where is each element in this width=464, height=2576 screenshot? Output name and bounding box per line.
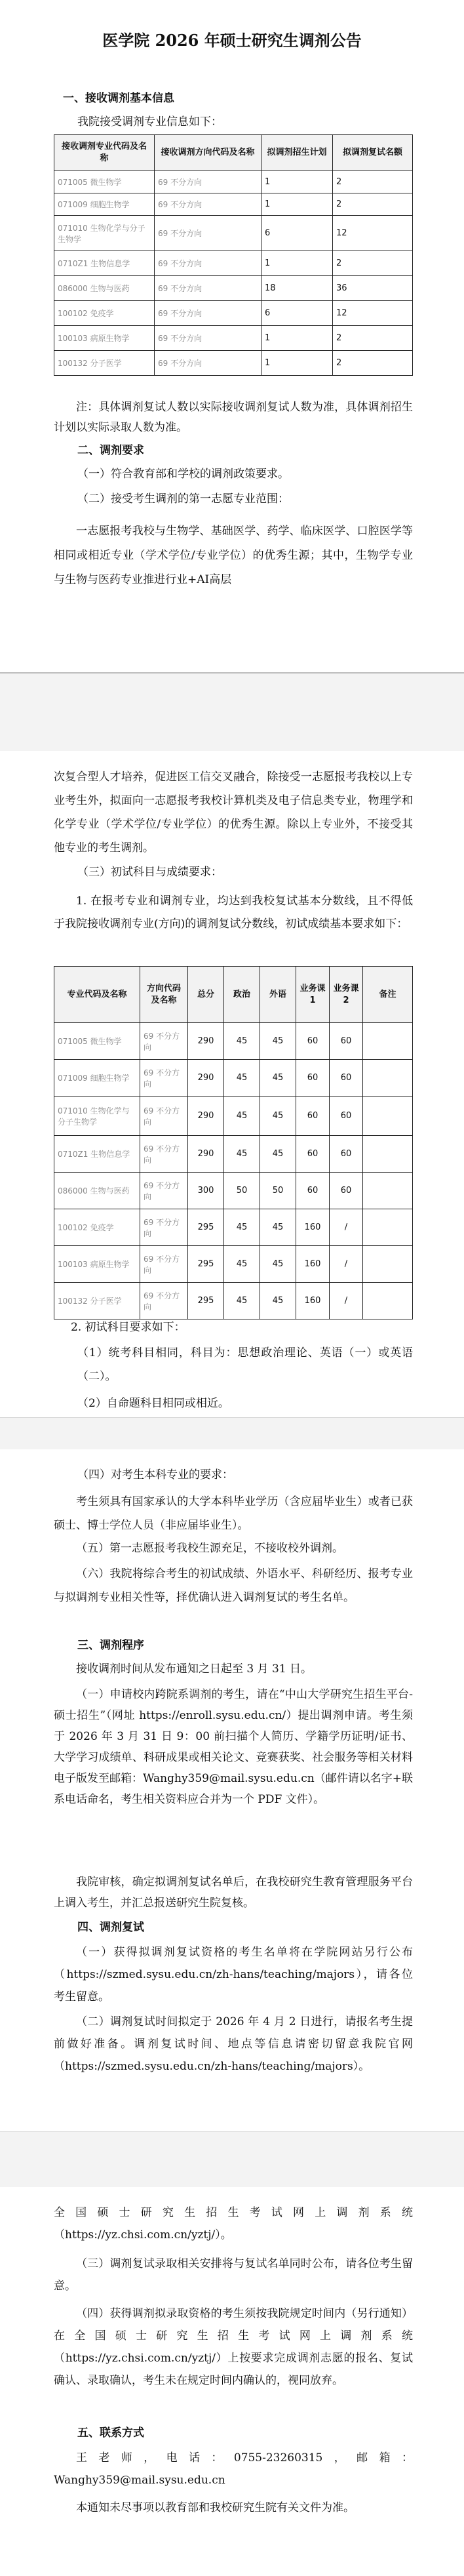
table-cell: 12 — [333, 301, 413, 326]
page-break-1 — [0, 672, 464, 752]
table-cell: 100132 分子医学 — [54, 351, 155, 376]
page-break-3 — [0, 2131, 464, 2188]
table-row — [54, 301, 413, 326]
section-1-intro: 我院接受调剂专业信息如下： — [77, 115, 222, 129]
table-cell — [363, 1023, 413, 1060]
table-cell — [363, 1209, 413, 1246]
table-cell: 6 — [261, 301, 333, 326]
requirement-2: （二）接受考生调剂的第一志愿专业范围： — [77, 493, 289, 506]
table-row — [54, 251, 413, 276]
requirement-6: （六）我院将综合考生的初试成绩、外语水平、科研经历、报考专业与拟调剂专业相关性等，择优确认进入调剂复试的考生名单。 — [54, 1567, 413, 1604]
section-4-paragraph-2: （二）调剂复试时间拟定于 2026 年 4 月 2 日进行，请报名考生提前做好准备。调剂复试时间、地点等信息请密切留意我院官网（https://szmed.sysu.edu.cn/zh-hans/teaching/majors）。 — [54, 2015, 413, 2073]
table-cell: 36 — [333, 276, 413, 301]
table-cell: 100103 病原生物学 — [54, 1246, 140, 1283]
table-cell: 071005 微生物学 — [54, 1023, 140, 1060]
requirement-3: （三）初试科目与成绩要求： — [77, 866, 222, 879]
requirement-5: （五）第一志愿报考我校生源充足，不接收校外调剂。 — [76, 1542, 343, 1555]
section-4-paragraph-3: （三）调剂复试录取相关安排将与复试名单同时公布，请各位考生留意。 — [54, 2257, 413, 2293]
table-cell: 0710Z1 生物信息学 — [54, 251, 155, 276]
requirement-1: （一）符合教育部和学校的调剂政策要求。 — [77, 468, 289, 481]
table-cell: / — [330, 1283, 363, 1319]
table-cell: 290 — [188, 1060, 224, 1097]
plan-note: 注：具体调剂复试人数以实际接收调剂复试人数为准，具体调剂招生计划以实际录取人数为准。 — [54, 401, 413, 434]
table-cell: 45 — [260, 1136, 296, 1173]
table-cell: 69 不分方向 — [140, 1209, 188, 1246]
plan-col-quota: 拟调剂复试名额 — [333, 135, 413, 171]
table-cell: 071010 生物化学与分子生物学 — [54, 216, 155, 251]
requirement-4-text: 考生须具有国家承认的大学本科毕业学历（含应届毕业生）或者已获硕士、博士学位人员（非应届毕业生）。 — [54, 1495, 413, 1532]
table-row — [54, 171, 413, 193]
page-4 — [0, 2187, 464, 2576]
score-col-language: 外语 — [260, 967, 296, 1023]
table-cell — [363, 1136, 413, 1173]
table-cell: / — [330, 1246, 363, 1283]
table-cell — [363, 1283, 413, 1319]
table-cell: 69 不分方向 — [155, 216, 261, 251]
table-row — [54, 1173, 413, 1209]
table-cell: 12 — [333, 216, 413, 251]
table-cell: 2 — [333, 251, 413, 276]
section-4-continued: 全国硕士研究生招生考试网上调剂系统（https://yz.chsi.com.cn/yztj/）。 — [54, 2206, 413, 2242]
requirement-4: （四）对考生本科专业的要求： — [77, 1468, 233, 1481]
table-cell: 2 — [333, 171, 413, 193]
requirement-2-text-a: 一志愿报考我校与生物学、基础医学、药学、临床医学、口腔医学等相同或相近专业（学术学位/专业学位）的优秀生源；其中，生物学专业与生物与医药专业推进行业+AI高层 — [54, 525, 413, 586]
table-cell: 071010 生物化学与分子生物学 — [54, 1097, 140, 1136]
table-cell — [363, 1173, 413, 1209]
table-cell: 60 — [330, 1060, 363, 1097]
table-cell: 295 — [188, 1246, 224, 1283]
table-row — [54, 1283, 413, 1319]
table-cell: 69 不分方向 — [155, 193, 261, 216]
score-col-remarks: 备注 — [363, 967, 413, 1023]
page-title: 医学院 2026 年硕士研究生调剂公告 — [102, 31, 362, 50]
table-row — [54, 1060, 413, 1097]
table-cell: 300 — [188, 1173, 224, 1209]
table-cell: 1 — [261, 351, 333, 376]
page-2 — [0, 751, 464, 1417]
section-1-heading: 一、接收调剂基本信息 — [63, 92, 174, 105]
table-cell: 45 — [224, 1209, 260, 1246]
table-cell: 6 — [261, 216, 333, 251]
table-cell: 45 — [260, 1283, 296, 1319]
table-cell — [363, 1060, 413, 1097]
table-row — [54, 351, 413, 376]
table-cell: 1 — [261, 326, 333, 351]
table-cell: 45 — [260, 1023, 296, 1060]
table-cell: 60 — [296, 1060, 330, 1097]
score-col-total: 总分 — [188, 967, 224, 1023]
requirement-3-item-2: 2. 初试科目要求如下： — [71, 1321, 185, 1334]
table-cell: 295 — [188, 1283, 224, 1319]
table-cell: 69 不分方向 — [140, 1283, 188, 1319]
section-5-heading: 五、联系方式 — [77, 2426, 144, 2440]
section-4-paragraph-1: （一）获得拟调剂复试资格的考生名单将在学院网站另行公布（https://szmed.sysu.edu.cn/zh-hans/teaching/majors），请各位考生留意。 — [54, 1946, 413, 2003]
table-cell: 100102 免疫学 — [54, 1209, 140, 1246]
table-cell: 69 不分方向 — [155, 326, 261, 351]
table-cell: 69 不分方向 — [155, 276, 261, 301]
table-row — [54, 193, 413, 216]
table-cell: 160 — [296, 1209, 330, 1246]
table-cell: / — [330, 1209, 363, 1246]
table-cell: 69 不分方向 — [140, 1246, 188, 1283]
section-4-paragraph-4: （四）获得调剂拟录取资格的考生须按我院规定时间内（另行通知）在全国硕士研究生招生考试网上调剂系统（https://yz.chsi.com.cn/yztj/）上按要求完成调剂志愿的报名、复试确认、录取确认，考生未在规定时间内确认的，视同放弃。 — [54, 2307, 413, 2387]
plan-col-plan: 拟调剂招生计划 — [261, 135, 333, 171]
section-3-paragraph-1: （一）申请校内跨院系调剂的考生，请在“中山大学研究生招生平台-硕士招生”（网址 https://enroll.sysu.edu.cn/）提出调剂申请。考生须于 2026 年 3 月 31 日 9：00 前扫描个人简历、学籍学历证明/证书、大学学习成绩单、科研成果或相关论文、竞赛获奖、社会服务等相关材料电子版发至邮箱：Wanghy359@mail.sysu.edu.cn（邮件请以名字+联系电话命名，考生相关资料应合并为一个 PDF 文件）。 — [54, 1688, 413, 1806]
table-cell: 45 — [224, 1060, 260, 1097]
plan-col-direction: 接收调剂方向代码及名称 — [155, 135, 261, 171]
section-2-heading: 二、调剂要求 — [77, 444, 144, 457]
score-table — [54, 966, 413, 1319]
table-cell: 60 — [296, 1097, 330, 1136]
table-cell: 45 — [224, 1023, 260, 1060]
table-row — [54, 1209, 413, 1246]
requirement-3-item-2-2: （2）自命题科目相同或相近。 — [77, 1397, 229, 1410]
table-cell: 290 — [188, 1136, 224, 1173]
table-row — [54, 326, 413, 351]
table-cell: 100103 病原生物学 — [54, 326, 155, 351]
table-cell: 69 不分方向 — [140, 1060, 188, 1097]
table-cell: 60 — [330, 1173, 363, 1209]
table-cell: 69 不分方向 — [140, 1023, 188, 1060]
table-cell: 60 — [296, 1173, 330, 1209]
table-cell: 295 — [188, 1209, 224, 1246]
score-col-course-2: 业务课2 — [330, 967, 363, 1023]
section-4-heading: 四、调剂复试 — [77, 1921, 144, 1934]
table-cell: 69 不分方向 — [140, 1136, 188, 1173]
table-cell: 086000 生物与医药 — [54, 276, 155, 301]
table-cell: 071005 微生物学 — [54, 171, 155, 193]
section-3-paragraph-2: 我院审核，确定拟调剂复试名单后，在我校研究生教育管理服务平台上调入考生，并汇总报送研究生院复核。 — [54, 1876, 413, 1910]
table-cell: 2 — [333, 193, 413, 216]
table-row — [54, 1023, 413, 1060]
section-3-heading: 三、调剂程序 — [77, 1639, 144, 1652]
table-cell: 1 — [261, 171, 333, 193]
table-cell: 100102 免疫学 — [54, 301, 155, 326]
table-cell: 45 — [224, 1283, 260, 1319]
closing-note: 本通知未尽事项以教育部和我校研究生院有关文件为准。 — [76, 2501, 355, 2514]
table-cell: 69 不分方向 — [155, 351, 261, 376]
table-cell: 60 — [330, 1136, 363, 1173]
table-cell: 45 — [224, 1097, 260, 1136]
table-cell: 1 — [261, 251, 333, 276]
table-cell: 071009 细胞生物学 — [54, 1060, 140, 1097]
table-cell: 45 — [224, 1136, 260, 1173]
table-cell: 18 — [261, 276, 333, 301]
page-break-2 — [0, 1417, 464, 1450]
table-cell: 60 — [296, 1136, 330, 1173]
table-row — [54, 1246, 413, 1283]
page-3 — [0, 1449, 464, 2131]
table-cell: 160 — [296, 1246, 330, 1283]
table-cell: 69 不分方向 — [140, 1097, 188, 1136]
table-cell: 0710Z1 生物信息学 — [54, 1136, 140, 1173]
table-cell — [363, 1097, 413, 1136]
table-row — [54, 1097, 413, 1136]
score-col-course-1: 业务课1 — [296, 967, 330, 1023]
table-cell: 45 — [260, 1097, 296, 1136]
table-cell: 290 — [188, 1023, 224, 1060]
table-cell: 60 — [296, 1023, 330, 1060]
table-cell: 45 — [224, 1246, 260, 1283]
requirement-3-text: 1. 在报考专业和调剂专业，均达到我校复试基本分数线，且不得低于我院接收调剂专业(方向)的调剂复试分数线，初试成绩基本要求如下： — [54, 895, 413, 931]
table-cell: 45 — [260, 1246, 296, 1283]
table-cell: 160 — [296, 1283, 330, 1319]
table-cell: 45 — [260, 1060, 296, 1097]
table-cell: 45 — [260, 1209, 296, 1246]
table-cell: 50 — [224, 1173, 260, 1209]
table-cell: 60 — [330, 1097, 363, 1136]
table-cell: 69 不分方向 — [140, 1173, 188, 1209]
section-3-intro: 接收调剂时间从发布通知之日起至 3 月 31 日。 — [76, 1662, 313, 1676]
score-col-politics: 政治 — [224, 967, 260, 1023]
table-cell: 086000 生物与医药 — [54, 1173, 140, 1209]
score-table-header — [54, 967, 413, 1023]
plan-table-header — [54, 135, 413, 171]
table-cell: 290 — [188, 1097, 224, 1136]
table-cell: 69 不分方向 — [155, 301, 261, 326]
table-cell: 1 — [261, 193, 333, 216]
score-col-major: 专业代码及名称 — [54, 967, 140, 1023]
table-cell: 69 不分方向 — [155, 171, 261, 193]
requirement-2-text-b: 次复合型人才培养，促进医工信交叉融合，除接受一志愿报考我校以上专业考生外，拟面向一志愿报考我校计算机类及电子信息类专业，物理学和化学专业（学术学位/专业学位）的优秀生源。除以上专业外，不接受其他专业的考生调剂。 — [54, 771, 413, 855]
table-cell: 100132 分子医学 — [54, 1283, 140, 1319]
table-row — [54, 1136, 413, 1173]
plan-table — [54, 134, 413, 376]
score-col-direction: 方向代码及名称 — [140, 967, 188, 1023]
table-cell: 69 不分方向 — [155, 251, 261, 276]
table-cell: 2 — [333, 351, 413, 376]
table-cell: 60 — [330, 1023, 363, 1060]
page-1 — [0, 0, 464, 672]
table-cell: 2 — [333, 326, 413, 351]
plan-col-major: 接收调剂专业代码及名称 — [54, 135, 155, 171]
table-row — [54, 276, 413, 301]
table-cell: 50 — [260, 1173, 296, 1209]
table-cell: 071009 细胞生物学 — [54, 193, 155, 216]
table-cell — [363, 1246, 413, 1283]
contact-info: 王老师，电话：0755-23260315，邮箱：Wanghy359@mail.sysu.edu.cn — [54, 2451, 413, 2487]
table-row — [54, 216, 413, 251]
requirement-3-item-2-1: （1）统考科目相同，科目为：思想政治理论、英语（一）或英语（二）。 — [77, 1346, 413, 1383]
